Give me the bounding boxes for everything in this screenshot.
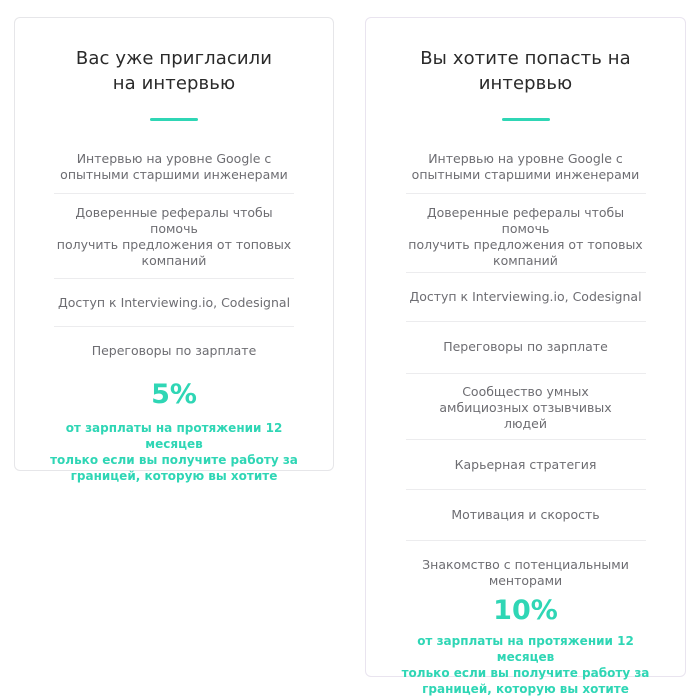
feature-text-line: Доверенные рефералы чтобы помочь [75, 205, 273, 236]
commission-note [38, 420, 310, 484]
title-accent-divider [502, 118, 550, 121]
commission-note-line: границей, которую вы хотите [70, 469, 278, 483]
feature-item [54, 141, 294, 194]
feature-text-line: Переговоры по зарплате [91, 343, 257, 358]
feature-list [366, 141, 685, 589]
commission-note-line: от зарплаты на протяжении 12 месяцев [65, 421, 283, 451]
title-accent-divider [150, 118, 198, 121]
feature-item [406, 541, 646, 589]
feature-item [54, 279, 294, 327]
plan-title-line: на интервью [112, 73, 236, 94]
commission-note-line: границей, которую вы хотите [422, 682, 629, 696]
feature-item [406, 440, 646, 490]
feature-text-line: Карьерная стратегия [454, 457, 597, 472]
feature-item [406, 322, 646, 374]
commission-percent: 5% [151, 379, 197, 410]
feature-item [406, 273, 646, 322]
feature-text-line: Интервью на уровне Google с [76, 151, 272, 166]
feature-text-line: людей [504, 416, 547, 431]
feature-text-line: Доступ к Interviewing.io, Codesignal [409, 289, 642, 304]
plan-title-line: Вы хотите попасть на [420, 48, 631, 69]
feature-text-line: амбициозных отзывчивых [439, 400, 612, 415]
feature-list [15, 141, 333, 359]
feature-text-line: Переговоры по зарплате [443, 339, 608, 354]
feature-text-line: компаний [493, 253, 558, 268]
commission-note-line: только если вы получите работу за [50, 453, 298, 467]
feature-text-line: Интервью на уровне Google с [428, 151, 623, 166]
feature-text-line: получить предложения от топовых [56, 237, 292, 252]
feature-item [406, 194, 646, 273]
commission-percent: 10% [493, 595, 558, 626]
feature-item [54, 327, 294, 359]
commission-note [390, 633, 662, 697]
plan-card-invited [14, 17, 334, 483]
feature-text-line: Доверенные рефералы чтобы помочь [426, 205, 625, 236]
feature-item [406, 374, 646, 440]
feature-text-line: Мотивация и скорость [451, 507, 600, 522]
feature-text-line: опытными старшими инженерами [411, 167, 640, 182]
feature-item [406, 141, 646, 194]
commission-note-line: от зарплаты на протяжении 12 месяцев [417, 634, 634, 664]
plan-title-line: Вас уже пригласили [75, 48, 273, 69]
plan-title [366, 18, 685, 96]
plan-title-line: интервью [478, 73, 573, 94]
feature-text-line: Доступ к Interviewing.io, Codesignal [57, 295, 291, 310]
feature-text-line: Сообщество умных [462, 384, 589, 399]
commission-note-line: только если вы получите работу за [401, 666, 650, 680]
plan-title [15, 18, 333, 96]
feature-text-line: менторами [488, 573, 563, 588]
feature-text-line: компаний [141, 253, 207, 268]
feature-text-line: опытными старшими инженерами [60, 167, 288, 182]
feature-text-line: Знакомство с потенциальными [422, 557, 629, 572]
feature-item [406, 490, 646, 541]
feature-item [54, 194, 294, 279]
feature-text-line: получить предложения от топовых [408, 237, 643, 252]
plan-card-want-interview [365, 17, 686, 696]
